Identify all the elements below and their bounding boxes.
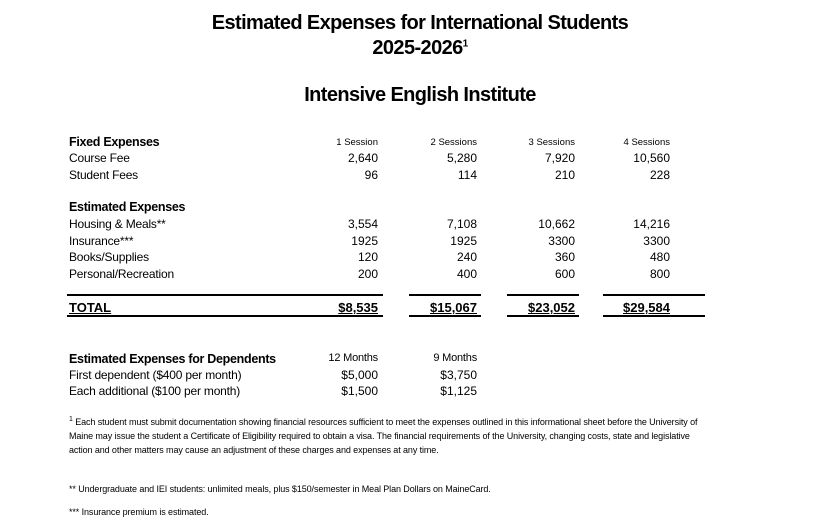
total-underline-left xyxy=(67,315,383,317)
cell-insurance-1: 1925 xyxy=(351,234,378,248)
cell-personal-1: 200 xyxy=(357,267,378,281)
total-rule-col3 xyxy=(507,294,579,296)
total-value-2: $15,067 xyxy=(430,300,477,315)
total-value-1: $8,535 xyxy=(338,300,378,315)
cell-housing-2: 7,108 xyxy=(446,217,477,231)
total-rule-col4 xyxy=(603,294,705,296)
total-value-3: $23,052 xyxy=(528,300,575,315)
cell-insurance-3: 3300 xyxy=(548,234,575,248)
cell-each-additional-9: $1,125 xyxy=(440,384,477,398)
row-label-insurance: Insurance*** xyxy=(69,234,134,248)
cell-housing-1: 3,554 xyxy=(347,217,378,231)
subtitle-text: Intensive English Institute xyxy=(304,84,536,106)
total-underline-col2 xyxy=(409,315,481,317)
cell-student-fees-4: 228 xyxy=(649,168,670,182)
cell-first-dependent-9: $3,750 xyxy=(440,368,477,382)
fixed-expenses-header: Fixed Expenses xyxy=(69,135,160,149)
page-title-text: Estimated Expenses for International Students xyxy=(211,12,629,34)
cell-books-1: 120 xyxy=(357,250,378,264)
row-label-student-fees: Student Fees xyxy=(69,168,138,182)
cell-course-fee-2: 5,280 xyxy=(446,151,477,165)
cell-housing-4: 14,216 xyxy=(633,217,670,231)
col-header-9-months: 9 Months xyxy=(433,352,477,364)
page-subtitle xyxy=(0,84,814,107)
col-header-2-sessions: 2 Sessions xyxy=(430,137,477,148)
cell-first-dependent-12: $5,000 xyxy=(341,368,378,382)
col-header-12-months: 12 Months xyxy=(328,352,378,364)
dependents-header: Estimated Expenses for Dependents xyxy=(69,352,276,366)
total-label: TOTAL xyxy=(69,300,112,315)
total-underline-col3 xyxy=(507,315,579,317)
total-underline-col4 xyxy=(603,315,705,317)
total-value-4: $29,584 xyxy=(623,300,670,315)
footnote-3: *** Insurance premium is estimated. xyxy=(69,507,209,517)
cell-books-3: 360 xyxy=(554,250,575,264)
page-year xyxy=(0,37,814,60)
row-label-first-dependent: First dependent ($400 per month) xyxy=(69,368,242,382)
cell-books-2: 240 xyxy=(456,250,477,264)
cell-course-fee-1: 2,640 xyxy=(347,151,378,165)
row-label-each-additional: Each additional ($100 per month) xyxy=(69,384,241,398)
row-label-housing-meals: Housing & Meals** xyxy=(69,217,166,231)
cell-insurance-4: 3300 xyxy=(643,234,670,248)
col-header-1-session: 1 Session xyxy=(336,137,378,148)
row-label-course-fee: Course Fee xyxy=(69,151,130,165)
cell-course-fee-3: 7,920 xyxy=(544,151,575,165)
cell-insurance-2: 1925 xyxy=(450,234,477,248)
year-text: 2025-2026 xyxy=(372,37,463,59)
footnote-2: ** Undergraduate and IEI students: unlimited meals, plus $150/semester in Meal Plan Dollars on MaineCard. xyxy=(69,484,491,494)
cell-student-fees-2: 114 xyxy=(457,168,477,182)
cell-course-fee-4: 10,560 xyxy=(633,151,670,165)
cell-each-additional-12: $1,500 xyxy=(341,384,378,398)
footnote-ref-1: 1 xyxy=(462,38,468,50)
total-rule-col2 xyxy=(409,294,481,296)
cell-books-4: 480 xyxy=(649,250,670,264)
row-label-books-supplies: Books/Supplies xyxy=(69,250,149,264)
cell-student-fees-3: 210 xyxy=(554,168,575,182)
estimated-expenses-header: Estimated Expenses xyxy=(69,200,186,214)
footnote-1 xyxy=(69,415,709,457)
cell-housing-3: 10,662 xyxy=(538,217,575,231)
col-header-4-sessions: 4 Sessions xyxy=(623,137,670,148)
footnote-1-text: Each student must submit documentation showing financial resources sufficient to meet the expenses outlined in this informational sheet before the University of Maine may issue the student a Certificate of Eligibility required to obtain a visa. The financial requirements of the University, changing costs, state and legislative action and other matters may cause an adjustment of these charges and expenses at any time. xyxy=(69,417,698,455)
row-label-personal-recreation: Personal/Recreation xyxy=(69,267,174,281)
footnote-1-marker: 1 xyxy=(69,416,73,423)
cell-personal-4: 800 xyxy=(649,267,670,281)
col-header-3-sessions: 3 Sessions xyxy=(528,137,575,148)
page-title xyxy=(0,12,814,35)
cell-personal-2: 400 xyxy=(456,267,477,281)
total-rule-left xyxy=(67,294,383,296)
cell-personal-3: 600 xyxy=(554,267,575,281)
cell-student-fees-1: 96 xyxy=(364,168,378,182)
